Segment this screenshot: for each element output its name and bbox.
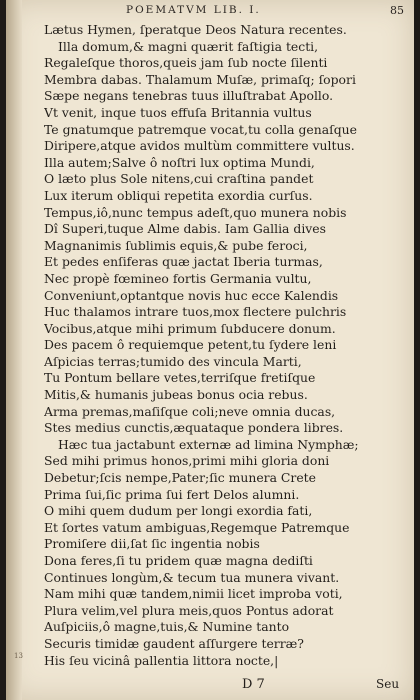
verse-line: Debetur;ſcis nempe,Pater;ſic munera Crete	[44, 470, 316, 486]
verse-line: Sed mihi primus honos,primi mihi gloria doni	[44, 453, 330, 469]
verse-line: Illa autem;Salve ô noſtri lux optima Mundi,	[44, 154, 315, 170]
verse-line: Tu Pontum bellare vetes,terriſque fretiſque	[44, 370, 316, 386]
verse-line: Conveniunt,optantque novis huc ecce Kalendis	[44, 287, 339, 303]
verse-line: O mihi quem dudum per longi exordia fati,	[44, 503, 313, 519]
verse-line: O læto plus Sole nitens,cui craſtina pandet	[44, 171, 314, 187]
verse-line: Regaleſque thoros,queis jam ſub nocte ſilenti	[44, 55, 328, 71]
verse-line: Nam mihi quæ tandem,nimii licet improba voti,	[44, 586, 343, 602]
catchword: Seu	[376, 677, 400, 691]
signature-mark: D 7	[242, 677, 265, 692]
verse-line: Aſpicias terras;tumido des vincula Marti,	[44, 353, 302, 369]
verse-line: Securis timidæ gaudent aſſurgere terræ?	[44, 635, 304, 651]
verse-line: Hæc tua jactabunt externæ ad limina Nymphæ;	[58, 436, 359, 452]
verse-line: Continues longùm,& tecum tua munera vivant.	[44, 569, 340, 585]
verse-line: Promiſere dii,ſat ſic ingentia nobis	[44, 536, 260, 552]
verse-line: Huc thalamos intrare tuos,mox flectere pulchris	[44, 304, 347, 320]
verse-line: His ſeu vicinâ pallentia littora nocte,|	[44, 652, 279, 668]
verse-line: Sæpe negans tenebras tuus illuſtrabat Apollo.	[44, 88, 334, 104]
verse-line: Prima ſui,ſic prima ſui fert Delos alumni.	[44, 486, 300, 502]
verse-line: Illa domum,& magni quærit faſtigia tecti,	[58, 38, 319, 54]
margin-note: 13	[14, 652, 23, 660]
book-page	[6, 0, 414, 700]
verse-line: Lux iterum obliqui repetita exordia curſus.	[44, 187, 313, 203]
verse-line: Dona feres,ſi tu pridem quæ magna dediſti	[44, 553, 313, 568]
poem-text-block	[44, 22, 402, 669]
verse-line: Te gnatumque patremque vocat,tu colla genaſque	[44, 121, 357, 137]
verse-line: Et ſortes vatum ambiguas,Regemque Patremque	[44, 519, 350, 535]
page-gutter	[6, 0, 22, 700]
verse-line: Des pacem ô requiemque petent,tu ſydere leni	[44, 337, 337, 353]
verse-line: Et pedes enſiferas quæ jactat Iberia turmas,	[44, 254, 323, 270]
verse-line: Nec propè fœmineo fortis Germania vultu,	[44, 270, 312, 286]
verse-line: Plura velim,vel plura meis,quos Pontus adorat	[44, 602, 334, 618]
page-number: 85	[390, 4, 404, 17]
verse-line: Membra dabas. Thalamum Muſæ, primaſq; ſopori	[44, 71, 356, 87]
verse-line: Magnanimis ſublimis equis,& pube feroci,	[44, 237, 308, 253]
verse-line: Dî Superi,tuque Alme dabis. Iam Gallia dives	[44, 221, 326, 237]
verse-line: Tempus,iô,nunc tempus adeſt,quo munera nobis	[44, 204, 347, 220]
verse-line: Lætus Hymen, ſperatque Deos Natura recentes.	[44, 22, 347, 37]
verse-line: Arma premas,maſiſque coli;neve omnia ducas,	[44, 403, 336, 419]
verse-line: Auſpiciis,ô magne,tuis,& Numine tanto	[44, 619, 290, 635]
verse-line: Diripere,atque avidos multùm committere vultus.	[44, 138, 355, 154]
verse-line: Vocibus,atque mihi primum ſubducere donum.	[44, 320, 336, 336]
verse-line: Stes medius cunctis,æquataque pondera libres.	[44, 420, 344, 436]
running-head: POEMATVM LIB. I.	[126, 4, 261, 16]
verse-line: Vt venit, inque tuos effuſa Britannia vultus	[44, 104, 312, 120]
verse-line: Mitis,& humanis jubeas bonus ocia rebus.	[44, 387, 308, 403]
